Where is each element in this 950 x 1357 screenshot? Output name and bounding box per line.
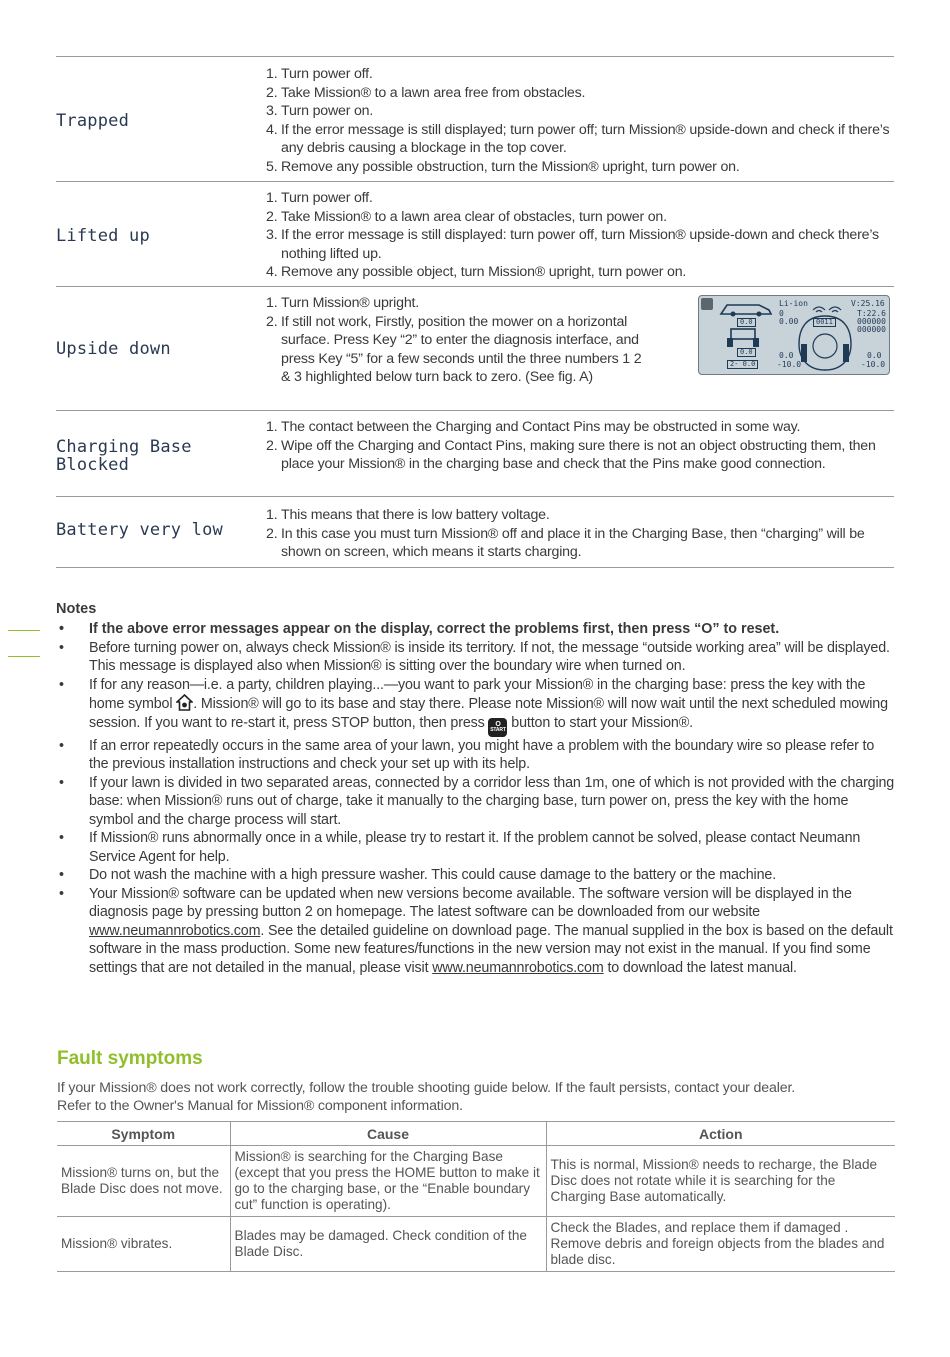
error-row-battery-very-low: [56, 496, 894, 568]
action-cell: Check the Blades, and replace them if damaged . Remove debris and foreign objects from the blades and blade disc.: [546, 1217, 895, 1272]
fault-symptoms-heading: Fault symptoms: [57, 1048, 203, 1069]
fault-intro: If your Mission® does not work correctly, follow the trouble shooting guide below. If the fault persists, contact your dealer. Refer to the Owner's Manual for Mission® component information.: [57, 1080, 796, 1114]
home-key-icon: [176, 694, 193, 711]
table-row: [57, 1146, 895, 1217]
step: 1. Turn power off.: [266, 66, 373, 82]
margin-marker: [8, 630, 40, 631]
error-steps: [266, 294, 644, 387]
step: 1. The contact between the Charging and Contact Pins may be obstructed in some way.: [266, 419, 801, 435]
start-button-icon: O START: [488, 718, 507, 737]
mower-front-icon: [725, 326, 761, 348]
step: 3. Turn power on.: [266, 103, 374, 119]
step: 1. Turn Mission® upright.: [266, 295, 419, 311]
header-cause: Cause: [230, 1122, 546, 1146]
error-steps: [266, 189, 894, 282]
step: 2. Take Mission® to a lawn area free from obstacles.: [266, 84, 586, 101]
error-code: Lifted up: [56, 226, 150, 246]
lcd-value: 0.00: [779, 317, 799, 326]
lcd-highlight-box-1: 0.0: [737, 318, 756, 327]
note-item: • Your Mission® software can be updated when new versions become available. The software version will be displayed in the diagnosis page by pressing button 2 on homepage. The latest software can be downloaded from our website www.neumannrobotics.com. See the detailed guideline on download page. The manual supplied in the box is based on the default software in the mass production. Some new features/functions in the new version may not exist in the manual. If you find some settings that are not detailed in the manual, please visit www.neumannrobotics.com to download the latest manual.: [59, 885, 893, 976]
error-code: Battery very low: [56, 520, 223, 540]
error-row-upside-down: [56, 286, 894, 410]
margin-marker: [8, 656, 40, 657]
lcd-highlight-box-4: 0011: [813, 318, 836, 327]
error-steps: [266, 506, 894, 562]
error-code: Upside down: [56, 339, 171, 359]
error-code: Charging Base Blocked: [56, 437, 192, 475]
cause-cell: Blades may be damaged. Check condition of the Blade Disc.: [230, 1217, 546, 1272]
step: 3. If the error message is still displayed: turn power off, turn Mission® upside-down and check there’s nothing lifted up.: [266, 227, 879, 262]
error-row-charging-base-blocked: [56, 410, 894, 496]
lcd-value: 0: [779, 309, 784, 318]
notes-list: [56, 620, 896, 977]
cause-cell: Mission® is searching for the Charging Base (except that you press the HOME button to make it go to the charging base, or the “Enable boundary cut” function is operating).: [230, 1146, 546, 1217]
fault-table: [57, 1121, 895, 1272]
error-row-trapped: [56, 56, 894, 181]
symptom-cell: Mission® turns on, but the Blade Disc does not move.: [57, 1146, 230, 1217]
lcd-highlight-box-2: 0.0: [737, 348, 756, 357]
battery-type: Li-ion: [779, 299, 808, 308]
website-link[interactable]: www.neumannrobotics.com: [432, 959, 604, 976]
website-link[interactable]: www.neumannrobotics.com: [89, 922, 261, 939]
table-row: [57, 1217, 895, 1272]
notes-heading: Notes: [56, 601, 97, 617]
note-item: • If Mission® runs abnormally once in a while, please try to restart it. If the problem cannot be solved, please contact Neumann Service Agent for help.: [59, 830, 861, 865]
note-item: • If the above error messages appear on the display, correct the problems first, then press “O” to reset.: [59, 621, 780, 637]
lcd-value: 0.0: [867, 351, 882, 360]
step: 1. Turn power off.: [266, 190, 373, 206]
note-item: • If for any reason—i.e. a party, children playing...—you want to park your Mission® in the charging base: press the key with the home symbol . Mission® will go to its base and stay there. Please note Mission® will now wait until the next scheduled mowing session. If you want to re-start it, press STOP button, then press O START button to start your Mission®.: [56, 676, 896, 737]
note-item: • If an error repeatedly occurs in the same area of your lawn, you might have a problem with the boundary wire so please refer to the previous installation instructions and check your set up with its help.: [59, 737, 875, 772]
step: 2. Wipe off the Charging and Contact Pins, making sure there is not an object obstructing them, then place your Mission® in the charging base and check that the Pins make good connection.: [266, 437, 876, 472]
lcd-value: -10.0: [777, 360, 802, 369]
step: 2. If still not work, Firstly, position the mower on a horizontal surface. Press Key “2” to enter the diagnosis interface, and press Key “5” for a few seconds until the three numbers 1 2 & 3 highlighted below turn back to zero. (See fig. A): [266, 313, 642, 385]
note-item: • Do not wash the machine with a high pressure washer. This could cause damage to the battery or the machine.: [59, 867, 777, 883]
voltage-readout: V:25.16: [851, 299, 885, 308]
fault-table-header: [57, 1122, 895, 1146]
lcd-diagnosis-figure: [698, 295, 890, 375]
error-steps: [266, 65, 894, 176]
lcd-value: 000000: [857, 317, 886, 326]
step: 4. If the error message is still displayed; turn power off; turn Mission® upside-down and check if there’s any debris causing a blockage in the top cover.: [266, 121, 890, 156]
step: 1. This means that there is low battery voltage.: [266, 507, 550, 523]
header-symptom: Symptom: [57, 1122, 230, 1146]
symptom-cell: Mission® vibrates.: [57, 1217, 230, 1272]
step: 4. Remove any possible object, turn Mission® upright, turn power on.: [266, 264, 687, 280]
step: 5. Remove any possible obstruction, turn the Mission® upright, turn power on.: [266, 158, 740, 175]
lcd-value: -10.0: [861, 360, 886, 369]
wifi-icon: [811, 304, 843, 314]
error-code: Trapped: [56, 111, 130, 131]
error-steps: [266, 418, 894, 474]
error-table: [56, 56, 894, 568]
lcd-corner-marker: [701, 298, 713, 310]
action-cell: This is normal, Mission® needs to recharge, the Blade Disc does not rotate while it is searching for the Charging Base automatically.: [546, 1146, 895, 1217]
error-row-lifted-up: [56, 181, 894, 286]
note-item: • If your lawn is divided in two separated areas, connected by a corridor less than 1m, one of which is not provided with the charging base: when Mission® runs out of charge, take it manually to the charging base, turn power on, press the key with the home symbol and the charge process will start.: [59, 774, 895, 828]
step: 2. Take Mission® to a lawn area clear of obstacles, turn power on.: [266, 208, 667, 225]
temperature-readout: T:22.6: [857, 309, 886, 318]
mower-outline-icon: [719, 302, 775, 318]
step: 2. In this case you must turn Mission® off and place it in the Charging Base, then “charging” will be shown on screen, which means it starts charging.: [266, 525, 865, 560]
header-action: Action: [546, 1122, 895, 1146]
note-item: • Before turning power on, always check Mission® is inside its territory. If not, the message “outside working area” will be displayed. This message is displayed also when Mission® is sitting over the boundary wire when turned on.: [59, 639, 890, 674]
lcd-value: 000000: [857, 325, 886, 334]
lcd-highlight-box-3: 2- 0.0: [727, 360, 758, 369]
lcd-value: 0.0: [779, 351, 794, 360]
